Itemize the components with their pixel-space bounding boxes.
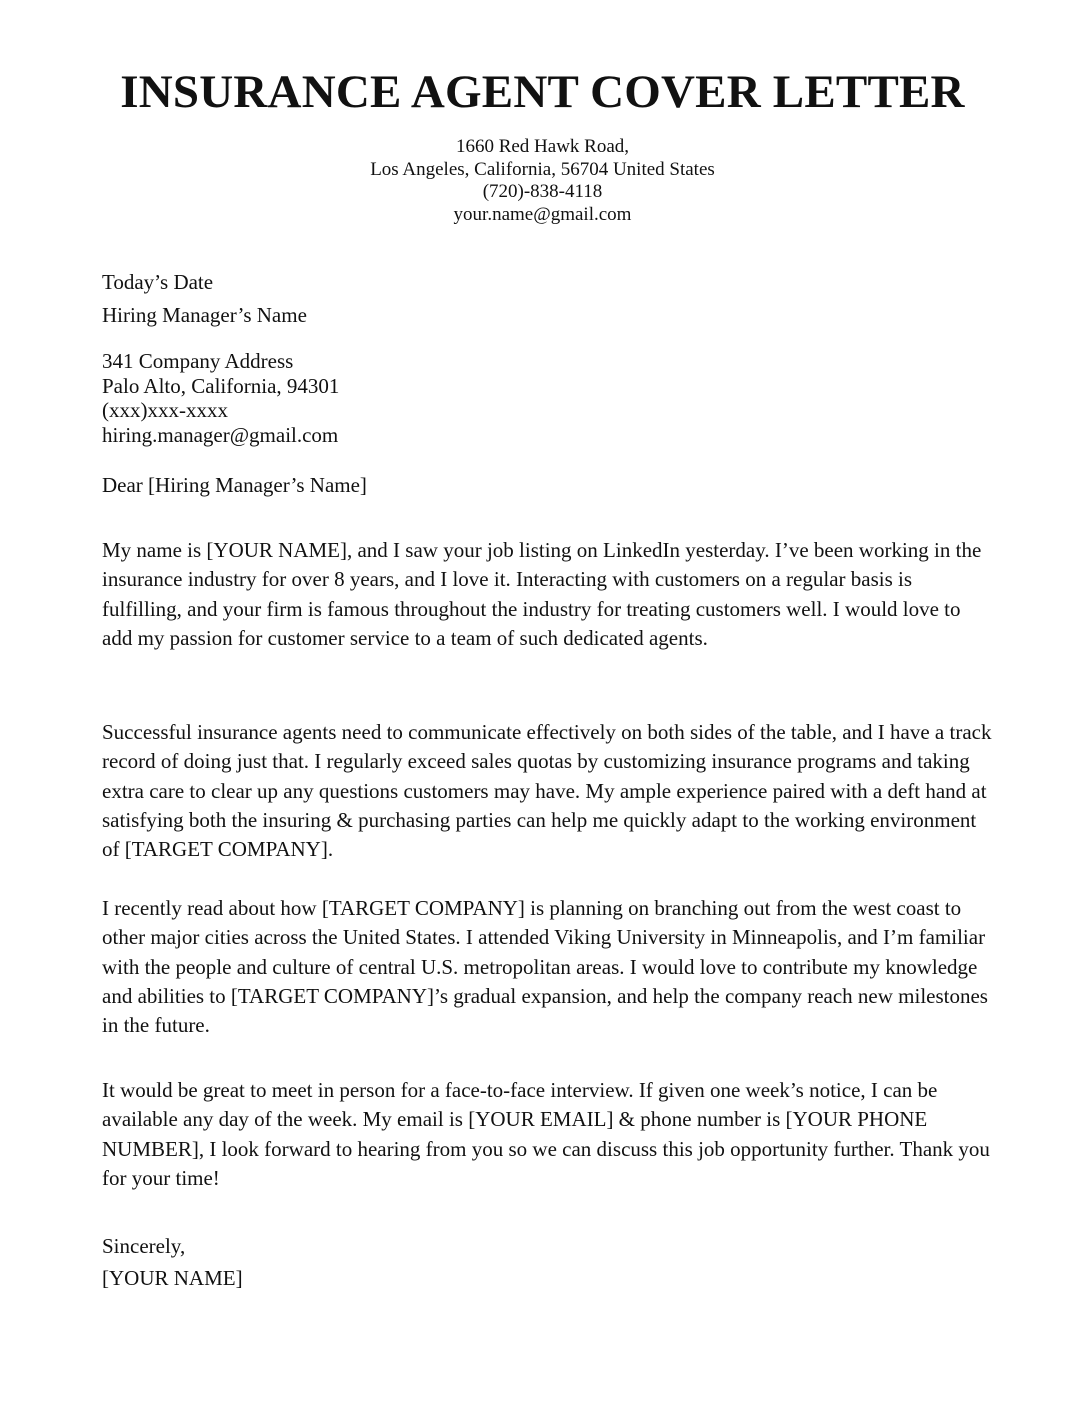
document-title: INSURANCE AGENT COVER LETTER	[120, 66, 965, 118]
sender-address-line-2: Los Angeles, California, 56704 United States	[370, 158, 715, 180]
salutation: Dear [Hiring Manager’s Name]	[102, 473, 367, 497]
recipient-email: hiring.manager@gmail.com	[102, 422, 339, 447]
recipient-address-block	[102, 349, 992, 447]
letter-date: Today’s Date	[102, 270, 214, 294]
sender-phone: (720)-838-4118	[482, 181, 603, 202]
body-paragraph-2: Successful insurance agents need to communicate effectively on both sides of the table, and I have a track record of doing just that. I regularly exceed sales quotas by customizing insurance programs and taking extra care to clear up any questions customers may have. My ample experience paired with a deft hand at satisfying both the insuring & purchasing parties can help me quickly adapt to the working environment of [TARGET COMPANY].	[102, 720, 992, 862]
hiring-manager-name: Hiring Manager’s Name	[102, 303, 307, 327]
body-paragraph-4: It would be great to meet in person for a face-to-face interview. If given one week’s notice, I can be available any day of the week. My email is [YOUR EMAIL] & phone number is [YOUR PHONE NUMBER], I look forward to hearing from you so we can discuss this job opportunity further. Thank you for your time!	[102, 1078, 990, 1190]
closing-phrase: Sincerely,	[102, 1234, 186, 1258]
recipient-address-line-1: 341 Company Address	[102, 349, 294, 373]
sender-contact-block	[0, 136, 1085, 226]
recipient-phone: (xxx)xxx-xxxx	[102, 398, 228, 422]
recipient-address-line-2: Palo Alto, California, 94301	[102, 373, 340, 398]
closing-block	[102, 1230, 992, 1294]
body-paragraph-1: My name is [YOUR NAME], and I saw your job listing on LinkedIn yesterday. I’ve been working in the insurance industry for over 8 years, and I love it. Interacting with customers on a regular basis is fulfilling, and your firm is famous throughout the industry for treating customers well. I would love to add my passion for customer service to a team of such dedicated agents.	[102, 538, 982, 650]
sender-email: your.name@gmail.com	[453, 203, 632, 225]
date-block	[102, 266, 992, 332]
sender-address-line-1: 1660 Red Hawk Road,	[455, 136, 630, 157]
signature-name: [YOUR NAME]	[102, 1266, 243, 1290]
body-paragraph-3: I recently read about how [TARGET COMPANY] is planning on branching out from the west coast to other major cities across the United States. I attended Viking University in Minneapolis, and I’m familiar with the people and culture of central U.S. metropolitan areas. I would love to contribute my knowledge and abilities to [TARGET COMPANY]’s gradual expansion, and help the company reach new milestones in the future.	[102, 896, 988, 1038]
